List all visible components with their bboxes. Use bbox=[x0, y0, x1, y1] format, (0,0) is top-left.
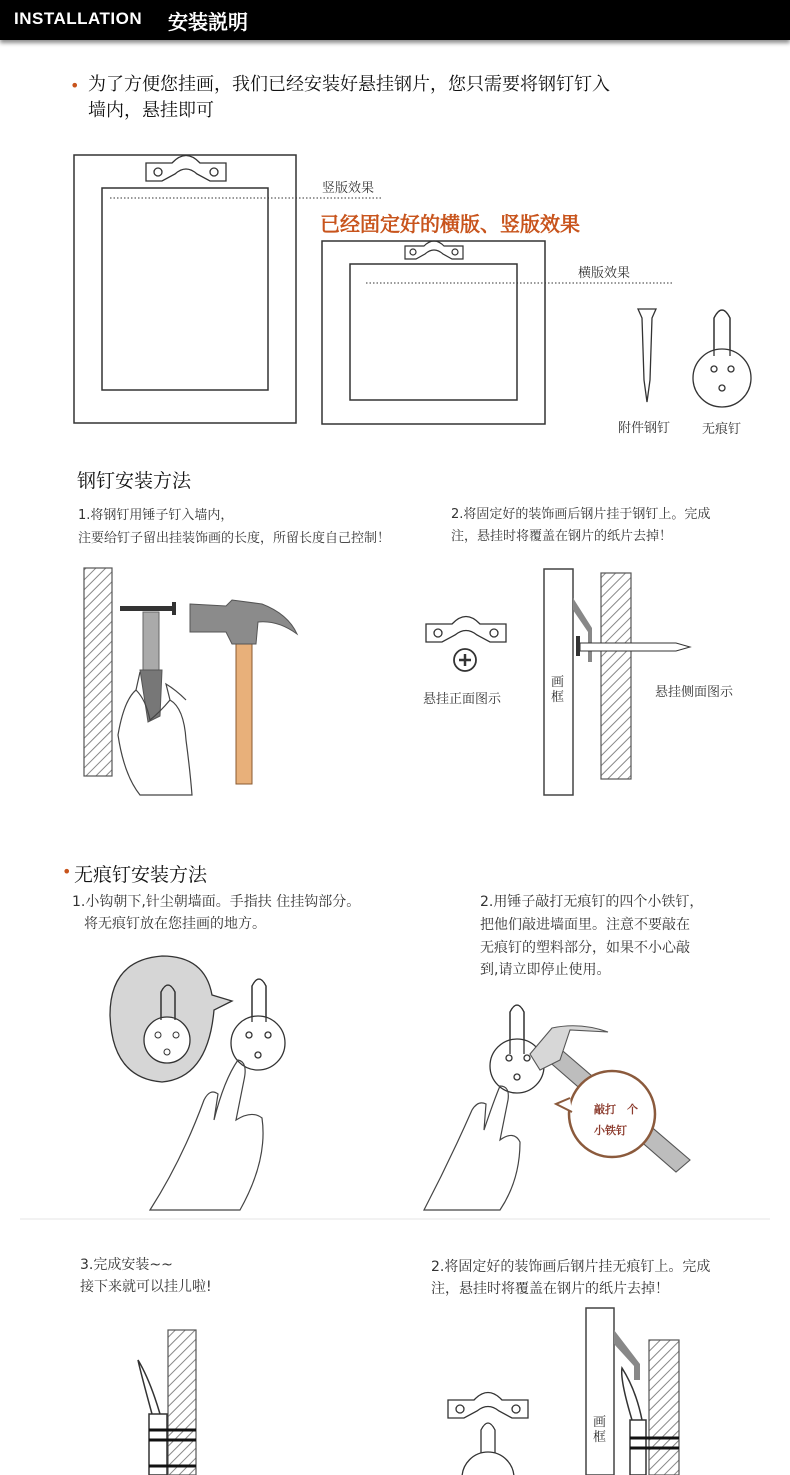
horizontal-frame bbox=[322, 241, 545, 424]
nail-side-icon bbox=[576, 636, 690, 656]
front-view-plate-icon bbox=[426, 617, 506, 672]
hanger-plate-small-icon bbox=[405, 241, 463, 259]
step4-line2: 注，悬挂时将覆盖在钢片的纸片去掉！ bbox=[431, 1281, 669, 1297]
speech-circle-hook bbox=[110, 956, 232, 1082]
step3-line2: 接下来就可以挂儿啦! bbox=[80, 1279, 212, 1295]
steel-step2-line1: 2.将固定好的装饰画后钢片挂于钢钉上。完成 bbox=[451, 507, 711, 522]
hand-icon-3 bbox=[424, 1086, 520, 1210]
intro-line2: 墙内，悬挂即可 bbox=[88, 100, 214, 121]
step4-line1: 2.将固定好的装饰画后钢片挂无痕钉上。完成 bbox=[431, 1259, 711, 1275]
seamless-step1-line2: 将无痕钉放在您挂画的地方。 bbox=[84, 916, 266, 932]
horizontal-label: 横版效果 bbox=[578, 266, 631, 281]
seamless-title: 无痕钉安装方法 bbox=[74, 864, 208, 886]
highlight-title: 已经固定好的横版、竖版效果 bbox=[320, 212, 580, 236]
bubble-line2: 小铁钉 bbox=[594, 1124, 627, 1137]
seamless-step1-line1: 1.小钩朝下,针尘朝墙面。手指扶 住挂钩部分。 bbox=[72, 894, 361, 910]
front-plate-hook-icon bbox=[448, 1393, 528, 1475]
bullet-dot: • bbox=[70, 76, 80, 95]
hand-icon-2 bbox=[150, 1060, 263, 1210]
steel-step1-line1: 1.将钢钉用锤子钉入墙内， bbox=[78, 508, 234, 523]
hanger-plate-icon bbox=[146, 156, 226, 182]
wall-hatch bbox=[84, 568, 112, 776]
seamless-step2-line3: 无痕钉的塑料部分，如果不小心敲 bbox=[480, 940, 690, 956]
header-title-en: INSTALLATION bbox=[14, 9, 143, 28]
header-title-cn: 安装説明 bbox=[168, 10, 248, 34]
frame-char-1: 画 bbox=[551, 675, 565, 690]
wall-hatch-3 bbox=[168, 1330, 196, 1475]
bullet-dot-2: • bbox=[62, 862, 72, 881]
step3-line1: 3.完成安装~~ bbox=[80, 1257, 173, 1273]
wall-hatch-4 bbox=[649, 1340, 679, 1475]
steel-step2-line2: 注，悬挂时将覆盖在钢片的纸片去掉！ bbox=[451, 529, 673, 544]
steel-nail-icon bbox=[638, 309, 656, 402]
seamless-step2-line1: 2.用锤子敲打无痕钉的四个小铁钉， bbox=[480, 894, 704, 910]
wall-hatch-side bbox=[601, 573, 631, 779]
front-view-label: 悬挂正面图示 bbox=[423, 692, 502, 707]
nail-label: 附件钢钉 bbox=[618, 421, 671, 436]
frame-side-2 bbox=[586, 1308, 614, 1475]
steel-plate-side bbox=[573, 598, 592, 662]
frame-char-3: 画 bbox=[593, 1415, 607, 1430]
vertical-frame bbox=[74, 155, 296, 423]
frame-char-4: 框 bbox=[593, 1430, 607, 1445]
hook-label: 无痕钉 bbox=[702, 422, 742, 437]
seamless-hook-icon bbox=[693, 310, 751, 407]
nail-in-hand-icon bbox=[120, 602, 176, 722]
seamless-step2-line2: 把他们敲进墙面里。注意不要敲在 bbox=[480, 917, 690, 933]
frame-char-2: 框 bbox=[551, 690, 565, 705]
seamless-step2-line4: 到,请立即停止使用。 bbox=[480, 962, 611, 978]
hook-on-wall-icon bbox=[231, 979, 285, 1070]
side-view-label: 悬挂侧面图示 bbox=[655, 685, 734, 700]
steel-step1-line2: 注要给钉子留出挂装饰画的长度，所留长度自己控制！ bbox=[78, 531, 391, 546]
bubble-line1: 敲打 个 bbox=[594, 1103, 638, 1116]
hammer-icon bbox=[190, 600, 297, 784]
steel-nail-title: 钢钉安装方法 bbox=[77, 470, 192, 492]
intro-line1: 为了方便您挂画，我们已经安装好悬挂钢片，您只需要将钢钉钉入 bbox=[88, 74, 610, 95]
vertical-label: 竖版效果 bbox=[322, 181, 375, 196]
